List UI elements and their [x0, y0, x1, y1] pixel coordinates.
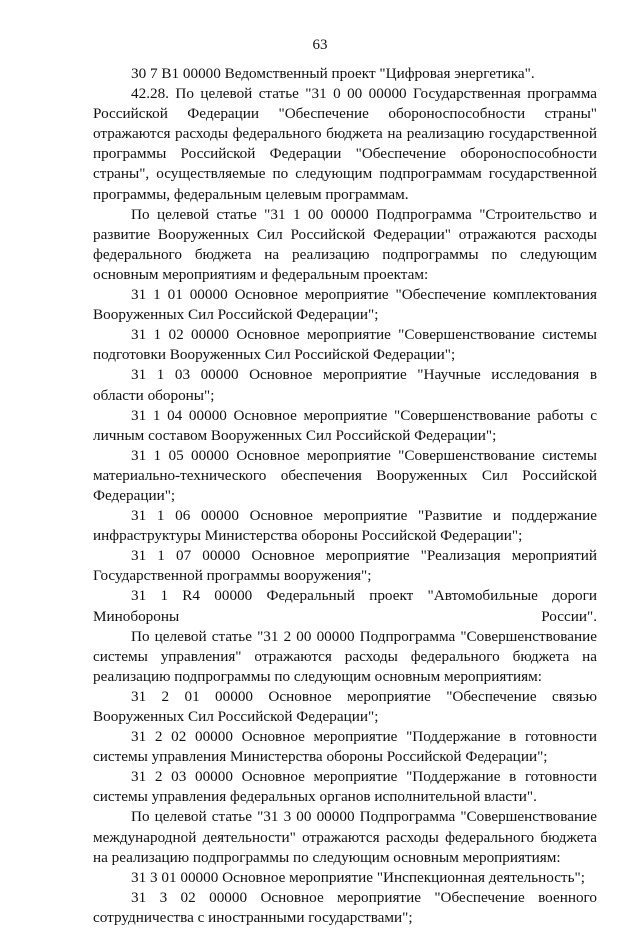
paragraph-31-2-02: 31 2 02 00000 Основное мероприятие "Поддержание в готовности системы управления Министерства обороны Российской Федерации";: [93, 728, 597, 766]
paragraph-31-3-01: 31 3 01 00000 Основное мероприятие "Инспекционная деятельность";: [131, 868, 585, 886]
paragraph-subprogram-31-1: По целевой статье "31 1 00 00000 Подпрограмма "Строительство и развитие Вооруженных Сил Российской Федерации" отражаются расходы федерального бюджета на реализацию подпрограммы по следующим основным мероприятиям и федеральным проектам:: [93, 205, 597, 283]
paragraph-31-1-05: 31 1 05 00000 Основное мероприятие "Совершенствование системы материально-технического обеспечения Вооруженных Сил Российской Федерации";: [93, 446, 597, 504]
paragraph-project-digital-energy: 30 7 В1 00000 Ведомственный проект "Цифровая энергетика".: [131, 65, 535, 82]
paragraph-31-1-06: 31 1 06 00000 Основное мероприятие "Развитие и поддержание инфраструктуры Министерства обороны Российской Федерации";: [93, 507, 597, 545]
paragraph-31-1-02: 31 1 02 00000 Основное мероприятие "Совершенствование системы подготовки Вооруженных Сил Российской Федерации";: [93, 326, 597, 364]
paragraph-31-1-r4: 31 1 R4 00000 Федеральный проект "Автомобильные дороги Минобороны России".: [93, 587, 597, 625]
paragraph-31-2-01: 31 2 01 00000 Основное мероприятие "Обеспечение связью Вооруженных Сил Российской Федерации";: [93, 687, 597, 725]
paragraph-subprogram-31-2: По целевой статье "31 2 00 00000 Подпрограмма "Совершенствование системы управления" отражаются расходы федерального бюджета на реализацию подпрограммы по следующим основным мероприятиям:: [93, 627, 597, 685]
paragraph-31-3-02: 31 3 02 00000 Основное мероприятие "Обеспечение военного сотрудничества с иностранными государствами";: [93, 888, 597, 926]
paragraph-31-1-07: 31 1 07 00000 Основное мероприятие "Реализация мероприятий Государственной программы вооружения";: [93, 547, 597, 585]
page-number: 63: [312, 37, 328, 53]
document-body: [93, 64, 597, 928]
paragraph-42-28: 42.28. По целевой статье "31 0 00 00000 Государственная программа Российской Федерации "Обеспечение обороноспособности страны" отражаются расходы федерального бюджета на реализацию государственной программы Российской Федерации "Обеспечение обороноспособности страны", осуществляемые по следующим подпрограммам государственной программы, федеральным целевым программам.: [93, 85, 597, 203]
paragraph-31-1-01: 31 1 01 00000 Основное мероприятие "Обеспечение комплектования Вооруженных Сил Российской Федерации";: [93, 286, 597, 324]
paragraph-subprogram-31-3: По целевой статье "31 3 00 00000 Подпрограмма "Совершенствование международной деятельности" отражаются расходы федерального бюджета на реализацию подпрограммы по следующим основным мероприятиям:: [93, 808, 597, 866]
paragraph-31-1-03: 31 1 03 00000 Основное мероприятие "Научные исследования в области обороны";: [93, 366, 597, 404]
paragraph-31-1-04: 31 1 04 00000 Основное мероприятие "Совершенствование работы с личным составом Вооруженных Сил Российской Федерации";: [93, 406, 597, 444]
paragraph-31-2-03: 31 2 03 00000 Основное мероприятие "Поддержание в готовности системы управления федеральных органов исполнительной власти".: [93, 768, 597, 806]
